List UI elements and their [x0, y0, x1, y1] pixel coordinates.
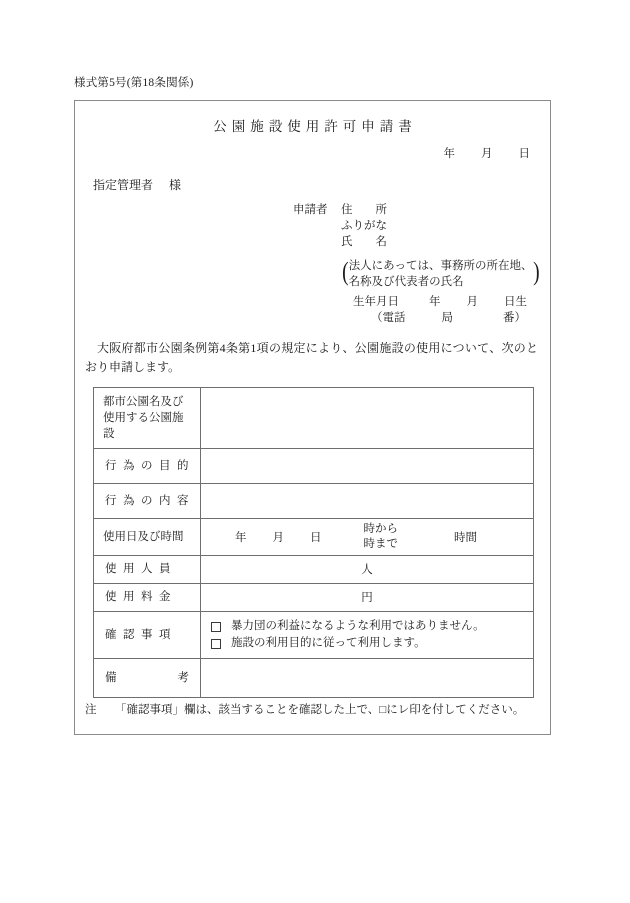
datetime-year-label: 年 [235, 532, 247, 544]
datetime-fields[interactable] [201, 519, 533, 555]
label-cell-park-facility [94, 388, 201, 449]
row-label-park-facility: 都市公園名及び使用する公園施設 [103, 396, 184, 440]
label-cell-datetime [94, 519, 201, 556]
table-row-remarks [94, 659, 534, 698]
input-remarks[interactable] [201, 659, 533, 697]
value-cell-park-facility[interactable] [201, 388, 534, 449]
phone-exchange-label: 局 [441, 312, 453, 324]
confirmation-label-1: 暴力団の利益になるような利用ではありません。 [231, 620, 485, 632]
footnote-mark: 注 [85, 704, 97, 716]
addressee [93, 176, 181, 193]
phone-open-label: （電話 [371, 312, 406, 324]
input-content[interactable] [201, 484, 533, 518]
phone-line [371, 309, 526, 325]
datetime-duration-label: 時間 [454, 532, 477, 544]
label-cell-remarks [94, 659, 201, 698]
corporate-note-line2: 名称及び代表者の氏名 [348, 276, 464, 288]
row-label-content: 行為の内容 [105, 494, 195, 507]
row-label-persons: 使用人員 [105, 563, 177, 575]
value-cell-remarks[interactable] [201, 659, 534, 698]
value-cell-persons[interactable] [201, 556, 534, 584]
application-table [93, 387, 534, 698]
applicant-block [293, 205, 387, 253]
value-cell-confirmation [201, 612, 534, 659]
label-cell-content [94, 484, 201, 519]
value-cell-datetime[interactable] [201, 519, 534, 556]
label-cell-purpose [94, 449, 201, 484]
birth-date-line [353, 293, 527, 309]
table-row-park-facility [94, 388, 534, 449]
confirmation-label-2: 施設の利用目的に従って利用します。 [231, 637, 426, 649]
paren-right-icon: ) [532, 257, 540, 286]
row-label-remarks [94, 665, 200, 692]
datetime-day-label: 日 [310, 532, 322, 544]
datetime-month-label: 月 [272, 532, 284, 544]
birth-month-label: 月 [466, 296, 478, 308]
addressee-name: 指定管理者 [93, 178, 154, 192]
row-label-purpose: 行為の目的 [105, 459, 195, 472]
form-number: 様式第5号(第18条関係) [74, 77, 194, 89]
confirmation-item-1[interactable] [211, 618, 533, 635]
applicant-address-row [293, 205, 387, 221]
unit-person-label: 人 [361, 563, 373, 576]
corporate-note-line1: 法人にあっては、事務所の所在地、 [348, 260, 533, 272]
phone-number-label: 番） [503, 312, 526, 324]
value-cell-purpose[interactable] [201, 449, 534, 484]
input-park-facility[interactable] [201, 388, 533, 448]
body-paragraph: 大阪府都市公園条例第4条第1項の規定により、公園施設の使用について、次のとおり申請します。 [85, 341, 538, 374]
table-row-content [94, 484, 534, 519]
document-frame [74, 100, 551, 735]
birth-day-label: 日生 [504, 296, 527, 308]
date-month-label: 月 [481, 148, 493, 160]
checkbox-icon[interactable] [211, 622, 221, 632]
date-year-label: 年 [443, 148, 455, 160]
input-purpose[interactable] [201, 449, 533, 483]
birth-date-label: 生年月日 [353, 296, 399, 308]
unit-yen-label: 円 [361, 591, 373, 604]
applicant-name-row [293, 237, 387, 253]
table-row-purpose [94, 449, 534, 484]
confirmation-item-2[interactable] [211, 635, 533, 652]
applicant-tag: 申請者 [293, 204, 328, 216]
datetime-to-label: 時まで [363, 538, 398, 550]
table-row-fee [94, 584, 534, 612]
table-row-datetime [94, 519, 534, 556]
corporate-note [341, 257, 540, 290]
paren-left-icon: ( [342, 257, 349, 286]
label-cell-confirmation [94, 612, 201, 659]
value-cell-content[interactable] [201, 484, 534, 519]
row-label-fee: 使用料金 [105, 591, 177, 603]
date-day-label: 日 [518, 148, 530, 160]
table-row-persons [94, 556, 534, 584]
label-cell-fee [94, 584, 201, 612]
datetime-ymd [235, 529, 322, 545]
applicant-furigana-label: ふりがな [341, 220, 387, 232]
document-title: 公園施設使用許可申請書 [213, 119, 417, 134]
birth-year-label: 年 [429, 296, 441, 308]
applicant-name-label: 氏 名 [341, 236, 387, 248]
applicant-furigana-row [293, 221, 387, 237]
date-line [444, 145, 531, 161]
row-label-confirmation: 確認事項 [105, 628, 177, 641]
datetime-range [364, 522, 399, 552]
addressee-honorific: 様 [169, 178, 182, 192]
remarks-label-left: 備 [105, 671, 117, 684]
value-cell-fee[interactable] [201, 584, 534, 612]
footnote-text: 「確認事項」欄は、該当することを確認した上で、□にレ印を付してください。 [115, 704, 525, 716]
checkbox-icon[interactable] [211, 639, 221, 649]
label-cell-persons [94, 556, 201, 584]
row-label-datetime: 使用日及び時間 [103, 530, 184, 543]
footnote [85, 701, 524, 717]
confirmation-list [201, 612, 533, 658]
applicant-address-label: 住 所 [341, 204, 387, 216]
datetime-from-label: 時から [363, 523, 398, 535]
table-row-confirmation [94, 612, 534, 659]
remarks-label-right: 考 [177, 671, 189, 684]
